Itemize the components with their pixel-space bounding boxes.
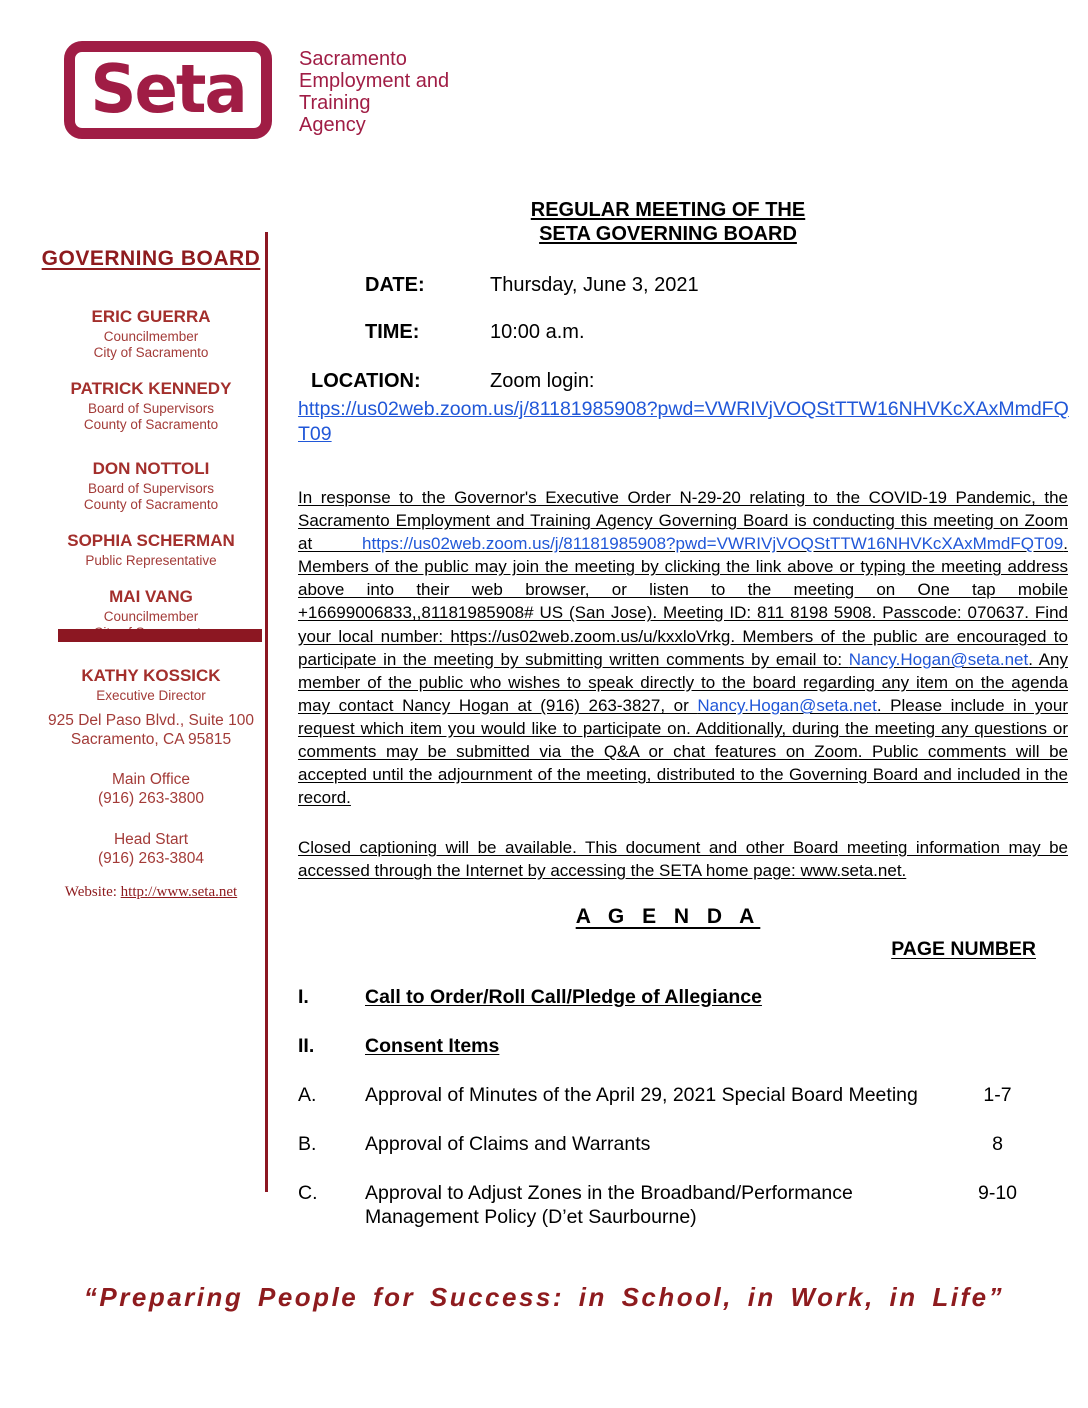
- vertical-divider: [265, 232, 268, 1192]
- agenda-item-number: A.: [298, 1084, 317, 1106]
- inline-link[interactable]: Nancy.Hogan@seta.net: [697, 695, 877, 715]
- board-member-role: Councilmember: [103, 329, 199, 344]
- executive-director-name: KATHY KOSSICK: [81, 666, 221, 685]
- inline-link[interactable]: https://us02web.zoom.us/j/81181985908?pwd=VWRIVjVOQStTTW16NHVKcXAxMmdFQT09: [362, 534, 1064, 554]
- time-label: TIME:: [365, 321, 420, 343]
- seta-logo-text: Seta: [90, 51, 246, 129]
- agenda-item-pages: [925, 1034, 1070, 1058]
- sidebar-divider-bar: [58, 629, 262, 642]
- address-line: 925 Del Paso Blvd., Suite 100: [48, 712, 254, 729]
- agenda-item: [298, 1132, 1070, 1156]
- meeting-title-line1: REGULAR MEETING OF THE: [530, 199, 806, 221]
- date-label: DATE:: [365, 274, 425, 296]
- agenda-item-title: Approval to Adjust Zones in the Broadband/Performance Management Policy (D’et Saurbourne): [365, 1182, 853, 1228]
- executive-director-title: Executive Director: [96, 688, 206, 703]
- board-member-name: ERIC GUERRA: [91, 307, 211, 326]
- meeting-title-line2: SETA GOVERNING BOARD: [539, 223, 797, 245]
- time-row: [298, 321, 1038, 344]
- board-member-role: Board of Supervisors: [87, 481, 215, 496]
- agenda-item-number: C.: [298, 1182, 318, 1204]
- contact-phones: [20, 748, 282, 868]
- date-value: Thursday, June 3, 2021: [490, 274, 699, 296]
- seta-logo: [64, 41, 272, 139]
- governing-board-sidebar: [40, 247, 262, 659]
- agenda-item-pages: 9-10: [977, 1182, 1018, 1204]
- org-name-line: Employment and: [299, 70, 450, 92]
- contact-label: Head Start: [113, 831, 189, 848]
- agenda-item-number: B.: [298, 1133, 317, 1155]
- agenda-item: [298, 1181, 1070, 1229]
- board-member-name: SOPHIA SCHERMAN: [67, 531, 235, 550]
- page-number-label: PAGE NUMBER: [891, 938, 1036, 960]
- agenda-item-title: Approval of Claims and Warrants: [365, 1133, 651, 1155]
- agency-address: [20, 711, 282, 749]
- contact-label: Main Office: [111, 771, 191, 788]
- website-label: Website:: [64, 884, 121, 900]
- location-row: [298, 370, 1038, 393]
- org-name-line: Training: [299, 92, 371, 114]
- contact-entry: [20, 830, 282, 868]
- org-name-line: Agency: [299, 114, 366, 136]
- contact-entry: [20, 770, 282, 808]
- covid-meeting-notice: In response to the Governor's Executive Order N-29-20 relating to the COVID-19 Pandemic, the Sacramento Employment and Training Agency Governing Board is conducting this meeting on Zoom at https://us02web.zoom.us/j/81181985908?pwd=VWRIVjVOQStTTW16NHVKcXAxMmdFQT09. Members of the public may join the meeting by clicking the link above or typing the meeting address above into their web browser, or listen to the meeting on One tap mobile +16699006833,,81181985908# US (San Jose). Meeting ID: 811 8198 5908. Passcode: 070637. Find your local number: https://us02web.zoom.us/u/kxxloVrkg. Members of the public are encouraged to participate in the meeting by submitting written comments by email to: Nancy.Hogan@seta.net. Any member of the public who wishes to speak directly to the board regarding any item on the agenda may contact Nancy Hogan at (916) 263-3827, or Nancy.Hogan@seta.net. Please include in your request which item you would like to participate on. Additionally, during the meeting any questions or comments may be submitted via the Q&A or chat features on Zoom. Public comments will be accepted until the adjournment of the meeting, distributed to the Governing Board and included in the record.: [298, 488, 1068, 808]
- board-member-name: MAI VANG: [109, 587, 193, 606]
- agenda-item-title: Approval of Minutes of the April 29, 2021 Special Board Meeting: [365, 1084, 918, 1106]
- website-line: [20, 884, 282, 901]
- board-member: [40, 379, 262, 433]
- website-link[interactable]: http://www.seta.net: [120, 884, 238, 900]
- zoom-login-link[interactable]: https://us02web.zoom.us/j/81181985908?pwd=VWRIVjVOQStTTW16NHVKcXAxMmdFQT09: [298, 398, 1069, 445]
- agenda-item-pages: [925, 985, 1070, 1009]
- agenda-item: [298, 1083, 1070, 1107]
- date-row: [298, 274, 1038, 297]
- address-line: Sacramento, CA 95815: [70, 731, 232, 748]
- agenda-list: [298, 985, 1070, 1254]
- org-name: [299, 48, 449, 136]
- board-member-role: Board of Supervisors: [87, 401, 215, 416]
- agenda-item: [298, 985, 1070, 1009]
- governing-board-heading: GOVERNING BOARD: [41, 247, 261, 270]
- board-member: [40, 531, 262, 569]
- agenda-item-title: Consent Items: [365, 1035, 500, 1057]
- agenda-item-number: II.: [298, 1035, 315, 1057]
- agenda-item-title: Call to Order/Roll Call/Pledge of Allegiance: [365, 986, 762, 1008]
- board-member: [40, 307, 262, 361]
- location-label: LOCATION:: [311, 370, 421, 392]
- agenda-item-pages: 8: [992, 1133, 1003, 1155]
- board-member-role: City of Sacramento: [93, 345, 209, 360]
- board-member-role: County of Sacramento: [83, 417, 219, 432]
- inline-link[interactable]: Nancy.Hogan@seta.net: [848, 649, 1029, 669]
- time-value: 10:00 a.m.: [490, 321, 585, 343]
- board-member-role: Public Representative: [85, 553, 217, 568]
- meeting-title: [298, 198, 1038, 246]
- location-value: Zoom login:: [490, 370, 595, 392]
- agenda-item: [298, 1034, 1070, 1058]
- agenda-item-number: I.: [298, 986, 309, 1008]
- board-member-name: DON NOTTOLI: [92, 459, 210, 478]
- board-members-list: [40, 307, 262, 641]
- board-member-name: PATRICK KENNEDY: [70, 379, 232, 398]
- board-member: [40, 459, 262, 513]
- org-name-line: Sacramento: [299, 48, 407, 70]
- executive-director-block: [40, 666, 262, 703]
- closed-captioning-note: Closed captioning will be available. This document and other Board meeting information may be accessed through the Internet by accessing the SETA home page: www.seta.net.: [298, 838, 1068, 881]
- agenda-item-pages: 1-7: [983, 1084, 1012, 1106]
- agenda-heading: A G E N D A: [575, 905, 761, 928]
- board-member-role: County of Sacramento: [83, 497, 219, 512]
- board-member-role: Councilmember: [103, 609, 199, 624]
- contact-phone: (916) 263-3800: [98, 790, 204, 807]
- motto-tagline: “Preparing People for Success: in School, in Work, in Life”: [83, 1282, 1005, 1312]
- contact-phone: (916) 263-3804: [98, 850, 204, 867]
